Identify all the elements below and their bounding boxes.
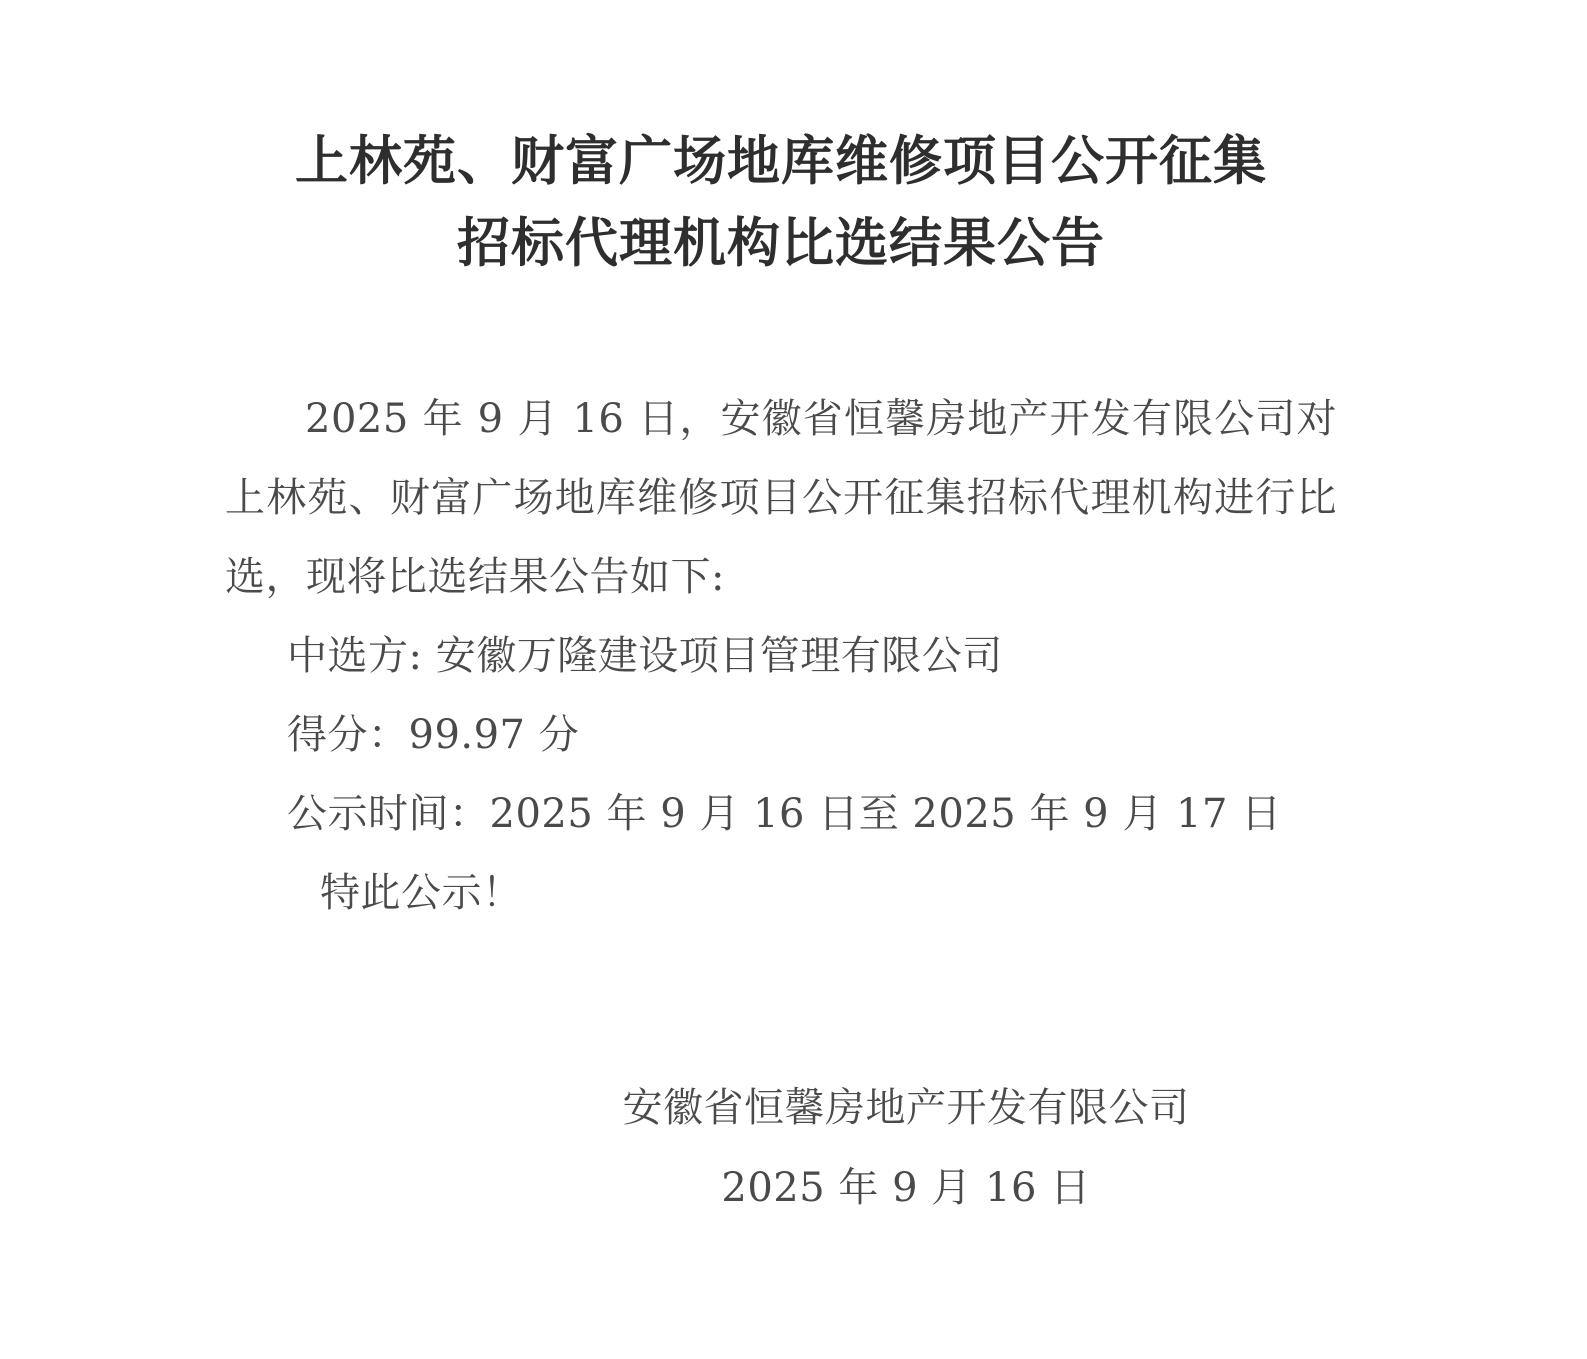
field-score: 得分：99.97 分 [287,712,580,758]
field-publicity-period: 公示时间：2025 年 9 月 16 日至 2025 年 9 月 17 日 [287,791,1282,837]
document-body [225,380,1337,933]
intro-paragraph: 2025 年 9 月 16 日，安徽省恒馨房地产开发有限公司对上林苑、财富广场地库维修项目公开征集招标代理机构进行比选，现将比选结果公告如下: [225,396,1337,600]
notice-line: 特此公示！ [320,870,523,916]
signature-organization: 安徽省恒馨房地产开发有限公司 [622,1085,1190,1131]
signature-date: 2025 年 9 月 16 日 [721,1165,1091,1211]
page-title [225,120,1337,284]
field-winner: 中选方: 安徽万隆建设项目管理有限公司 [287,633,1003,679]
page-title-line-2: 招标代理机构比选结果公告 [457,212,1105,274]
page-title-line-1: 上林苑、财富广场地库维修项目公开征集 [295,130,1267,192]
signature-block [225,1068,1337,1228]
